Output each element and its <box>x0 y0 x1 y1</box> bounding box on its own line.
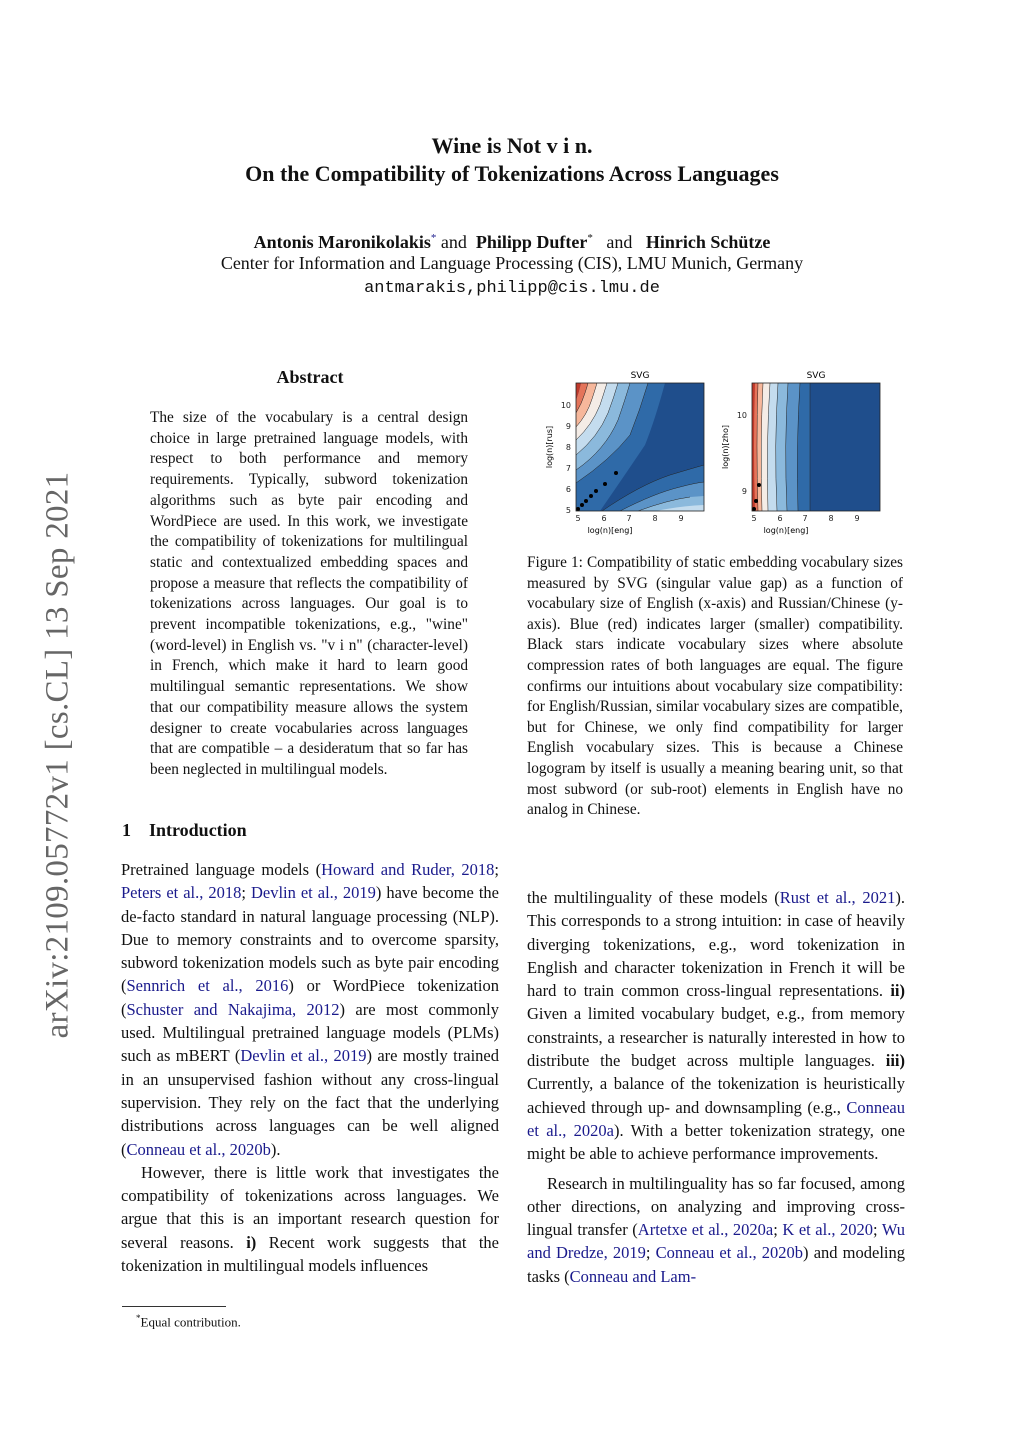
left-xtick-9: 9 <box>678 514 684 523</box>
right-ytick-10: 10 <box>736 411 747 420</box>
right-column-body <box>527 886 905 1288</box>
right-contours <box>752 383 880 511</box>
left-ytick-6: 6 <box>565 485 571 494</box>
right-xtick-7: 7 <box>802 514 808 523</box>
text-run: Recent work suggests that the tokenization in multilingual models influences <box>121 1232 499 1276</box>
right-xlabel: log(n)[eng] <box>763 526 809 535</box>
right-plot <box>721 371 880 535</box>
text-run: ). <box>270 1139 281 1159</box>
citation-peters[interactable]: Peters et al., 2018 <box>121 883 242 903</box>
author-dufter: Philipp Dufter <box>475 232 588 252</box>
footnote <box>136 1313 241 1330</box>
right-xtick-8: 8 <box>828 514 834 523</box>
text-run: However, there is little work that investigates the compatibility of tokenizations across languages. We argue that this is an important research question for several reasons. <box>121 1162 499 1252</box>
left-xlabel: log(n)[eng] <box>587 526 633 535</box>
left-xtick-6: 6 <box>601 514 607 523</box>
intro-paragraph-1 <box>121 858 499 1161</box>
affiliation: Center for Information and Language Processing (CIS), LMU Munich, Germany <box>220 253 804 273</box>
author-and-1: and <box>440 232 467 252</box>
figure-1-plots <box>530 365 900 540</box>
left-xtick-7: 7 <box>626 514 632 523</box>
citation-conneau-lample[interactable]: Conneau and Lam- <box>569 1266 697 1286</box>
paper-title-line1: Wine is Not v i n. <box>431 133 593 158</box>
text-run: Given a limited vocabulary budget, e.g., from memory constraints, a researcher is naturally interested in how to distribute the budget across multiple languages. <box>527 1004 905 1071</box>
footnote-mark: * <box>136 1313 141 1323</box>
enum-marker-ii: ii) <box>890 981 905 1001</box>
citation-conneau-a[interactable]: Conneau et al., 2020a <box>527 1097 905 1140</box>
text-run: ). With a better tokenization strategy, one might be able to achieve performance improvements. <box>527 1120 906 1164</box>
text-run: ; <box>645 1243 656 1263</box>
citation-conneau-b[interactable]: Conneau et al., 2020b <box>126 1139 271 1159</box>
author-and-2: and <box>606 232 633 252</box>
left-ytick-10: 10 <box>560 401 571 410</box>
intro-paragraph-4 <box>527 1172 905 1288</box>
text-run: the multilinguality of these models ( <box>527 888 780 907</box>
citation-conneau-b-2[interactable]: Conneau et al., 2020b <box>655 1243 804 1263</box>
citation-rust[interactable]: Rust et al., 2021 <box>779 888 896 907</box>
right-plot-title: SVG <box>806 371 826 381</box>
citation-artetxe[interactable]: Artetxe et al., 2020a <box>637 1220 774 1240</box>
right-xtick-5: 5 <box>751 514 757 523</box>
citation-devlin-2[interactable]: Devlin et al., 2019 <box>240 1046 367 1066</box>
citation-schuster[interactable]: Schuster and Nakajima, 2012 <box>126 999 340 1019</box>
left-column-body <box>121 858 499 1277</box>
text-run: Pretrained language models ( <box>121 860 322 879</box>
text-run: ) or WordPiece tokenization ( <box>121 976 500 1019</box>
intro-paragraph-2 <box>121 1161 499 1277</box>
left-contours <box>576 383 704 511</box>
right-ylabel: log(n)[zho] <box>721 425 730 469</box>
text-run: Research in multilinguality has so far focused, among other directions, on analyzing and improving cross-lingual transfer ( <box>527 1173 905 1240</box>
abstract-text: The size of the vocabulary is a central design choice in large pretrained language models, with respect to both performance and memory requirements. Typically, subword tokenization algorithms such as byte pair encoding and WordPiece are used. In this work, we investigate the compatibility of tokenizations for multilingual static and contextualized embedding spaces and propose a measure that reflects the compatibility of tokenizations across languages. Our goal is to prevent incompatible tokenizations, e.g., "wine" (word-level) in English vs. "v i n" (character-level) in French, which make it hard to learn good multilingual semantic representations. We show that our compatibility measure allows the system designer to create vocabularies across languages that are compatible – a desideratum that so far has been neglected in multilingual models. <box>150 409 468 778</box>
text-run: ; <box>872 1220 882 1240</box>
right-xtick-9: 9 <box>854 514 860 523</box>
text-run: ; <box>494 860 499 879</box>
author-footnote-mark-1[interactable]: * <box>430 232 437 244</box>
author-footnote-mark-2: * <box>587 232 593 244</box>
abstract-heading: Abstract <box>276 367 344 387</box>
author-maronikolakis: Antonis Maronikolakis <box>253 232 431 252</box>
citation-devlin-1[interactable]: Devlin et al., 2019 <box>250 883 376 903</box>
citation-sennrich[interactable]: Sennrich et al., 2016 <box>126 976 289 996</box>
author-schuetze: Hinrich Schütze <box>645 232 771 252</box>
footnote-text: Equal contribution. <box>140 1314 241 1330</box>
citation-howard-ruder[interactable]: Howard and Ruder, 2018 <box>321 860 495 879</box>
right-ytick-9: 9 <box>741 487 747 496</box>
section-number: 1 <box>122 820 131 840</box>
footnote-rule <box>122 1306 226 1307</box>
left-xtick-8: 8 <box>652 514 658 523</box>
text-run: ). This corresponds to a strong intuition: in case of heavily diverging tokenizations, e.g., word tokenization in English and character tokenization in French it will be hard to train common cross-lingual representations. <box>527 888 905 1001</box>
text-run: Currently, a balance of the tokenization is heuristically achieved through up- and downsampling (e.g., <box>527 1074 905 1117</box>
citation-wu-dredze[interactable]: Wu and Dredze, 2019 <box>527 1220 905 1263</box>
section-heading-introduction <box>122 820 247 841</box>
paper-title-line2: On the Compatibility of Tokenizations Across Languages <box>245 161 779 186</box>
text-run: ; <box>241 883 251 903</box>
text-run: ) are mostly trained in an unsupervised fashion without any cross-lingual supervision. They rely on the fact that the underlying distributions across languages can be well aligned ( <box>121 1046 499 1159</box>
citation-k[interactable]: K et al., 2020 <box>782 1220 873 1240</box>
email: antmarakis,philipp@cis.lmu.de <box>364 279 660 298</box>
left-ytick-8: 8 <box>565 443 571 452</box>
author-line <box>0 226 1024 254</box>
left-ytick-7: 7 <box>565 464 571 473</box>
left-ylabel: log(n)[rus] <box>545 425 554 469</box>
text-run: ; <box>773 1220 783 1240</box>
right-xtick-6: 6 <box>777 514 783 523</box>
left-ytick-5: 5 <box>565 506 571 515</box>
text-run: ) are most commonly used. Multilingual pretrained language models (PLMs) such as mBERT ( <box>121 999 499 1066</box>
enum-marker-i: i) <box>246 1232 257 1252</box>
arxiv-sidebar <box>30 455 86 1055</box>
left-plot-title: SVG <box>630 371 650 381</box>
text-run: ) have become the de-facto standard in natural language processing (NLP). Due to memory constraints and to overcome sparsity, subword tokenization models such as byte pair encoding ( <box>121 883 499 996</box>
section-title: Introduction <box>149 820 247 840</box>
left-plot <box>545 371 704 535</box>
left-ytick-9: 9 <box>565 422 571 431</box>
enum-marker-iii: iii) <box>885 1051 905 1071</box>
text-run: ) and modeling tasks ( <box>527 1243 905 1286</box>
left-xtick-5: 5 <box>575 514 581 523</box>
arxiv-id: arXiv:2109.05772v1 [cs.CL] 13 Sep 2021 <box>39 471 76 1039</box>
intro-paragraph-3 <box>527 886 905 1166</box>
figure-1 <box>530 365 900 545</box>
figure-1-caption: Figure 1: Compatibility of static embedding vocabulary sizes measured by SVG (singular value gap) as a function of vocabulary size of English (x-axis) and Russian/Chinese (y-axis). Blue (red) indicates larger (smaller) compatibility. Black stars indicate vocabulary sizes where absolute compression rates of both languages are equal. The figure confirms our intuitions about vocabulary size compatibility: for English/Russian, similar vocabulary sizes are compatible, but for Chinese, we only find compatibility for larger English vocabulary sizes. This is because a Chinese logogram by itself is usually a meaning bearing unit, so that most subword (or sub-root) elements in English have no analog in Chinese. <box>527 554 903 819</box>
